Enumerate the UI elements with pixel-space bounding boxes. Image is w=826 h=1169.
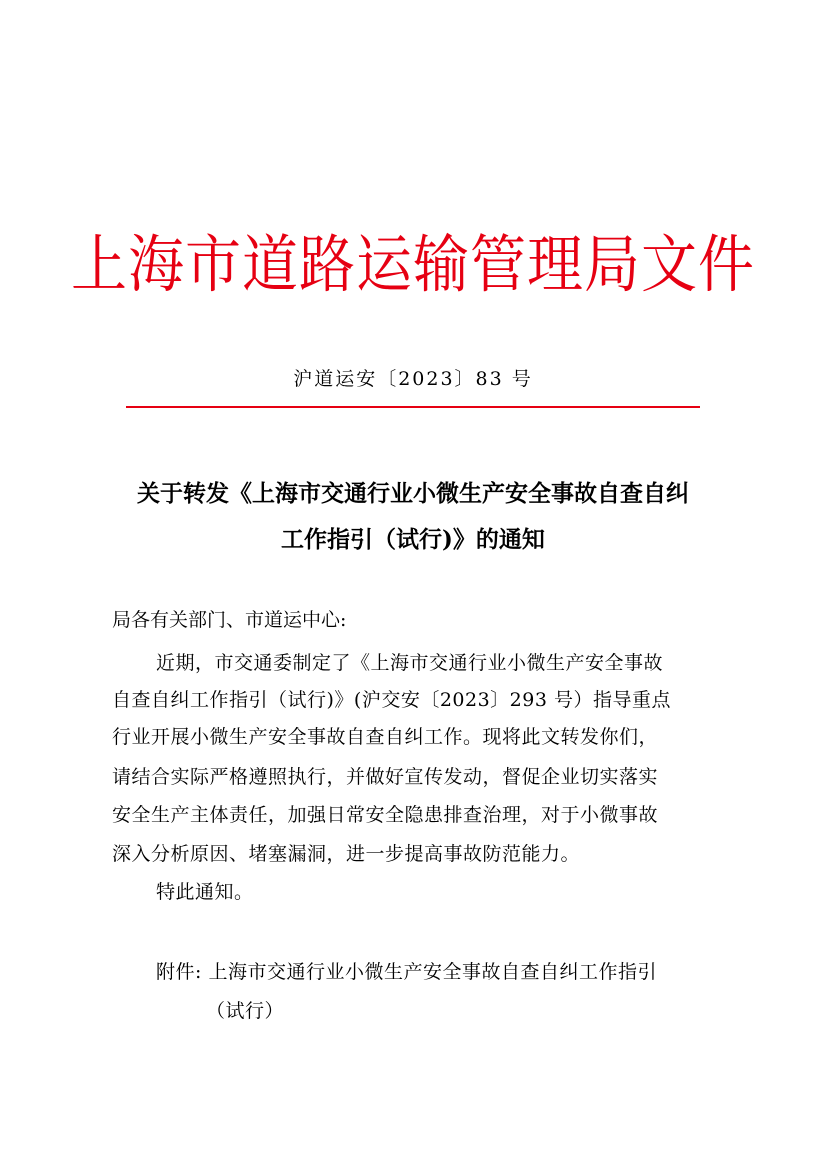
body-paragraph-line: 近期，市交通委制定了《上海市交通行业小微生产安全事故 — [156, 652, 664, 674]
masthead-title: 上海市道路运输管理局文件 — [71, 229, 755, 302]
closing-statement: 特此通知。 — [156, 881, 254, 903]
body-paragraph-line: 安全生产主体责任，加强日常安全隐患排查治理，对于小微事故 — [112, 804, 659, 826]
salutation: 局各有关部门、市道运中心: — [112, 609, 347, 631]
notice-title-line-1: 关于转发《上海市交通行业小微生产安全事故自查自纠 — [137, 480, 689, 507]
attachment-line-1: 附件: 上海市交通行业小微生产安全事故自查自纠工作指引 — [156, 961, 657, 983]
body-paragraph-line: 行业开展小微生产安全事故自查自纠工作。现将此文转发你们， — [112, 726, 659, 748]
red-divider-line — [126, 406, 700, 408]
attachment-line-2: （试行） — [206, 1000, 285, 1022]
body-paragraph-line: 深入分析原因、堵塞漏洞，进一步提高事故防范能力。 — [112, 843, 581, 865]
body-paragraph-line: 自查自纠工作指引（试行)》(沪交安〔2023〕293 号）指导重点 — [112, 689, 671, 711]
body-paragraph-line: 请结合实际严格遵照执行，并做好宣传发动，督促企业切实落实 — [112, 766, 659, 788]
notice-title-line-2: 工作指引（试行)》的通知 — [281, 526, 545, 553]
document-number: 沪道运安〔2023〕83 号 — [293, 368, 533, 390]
